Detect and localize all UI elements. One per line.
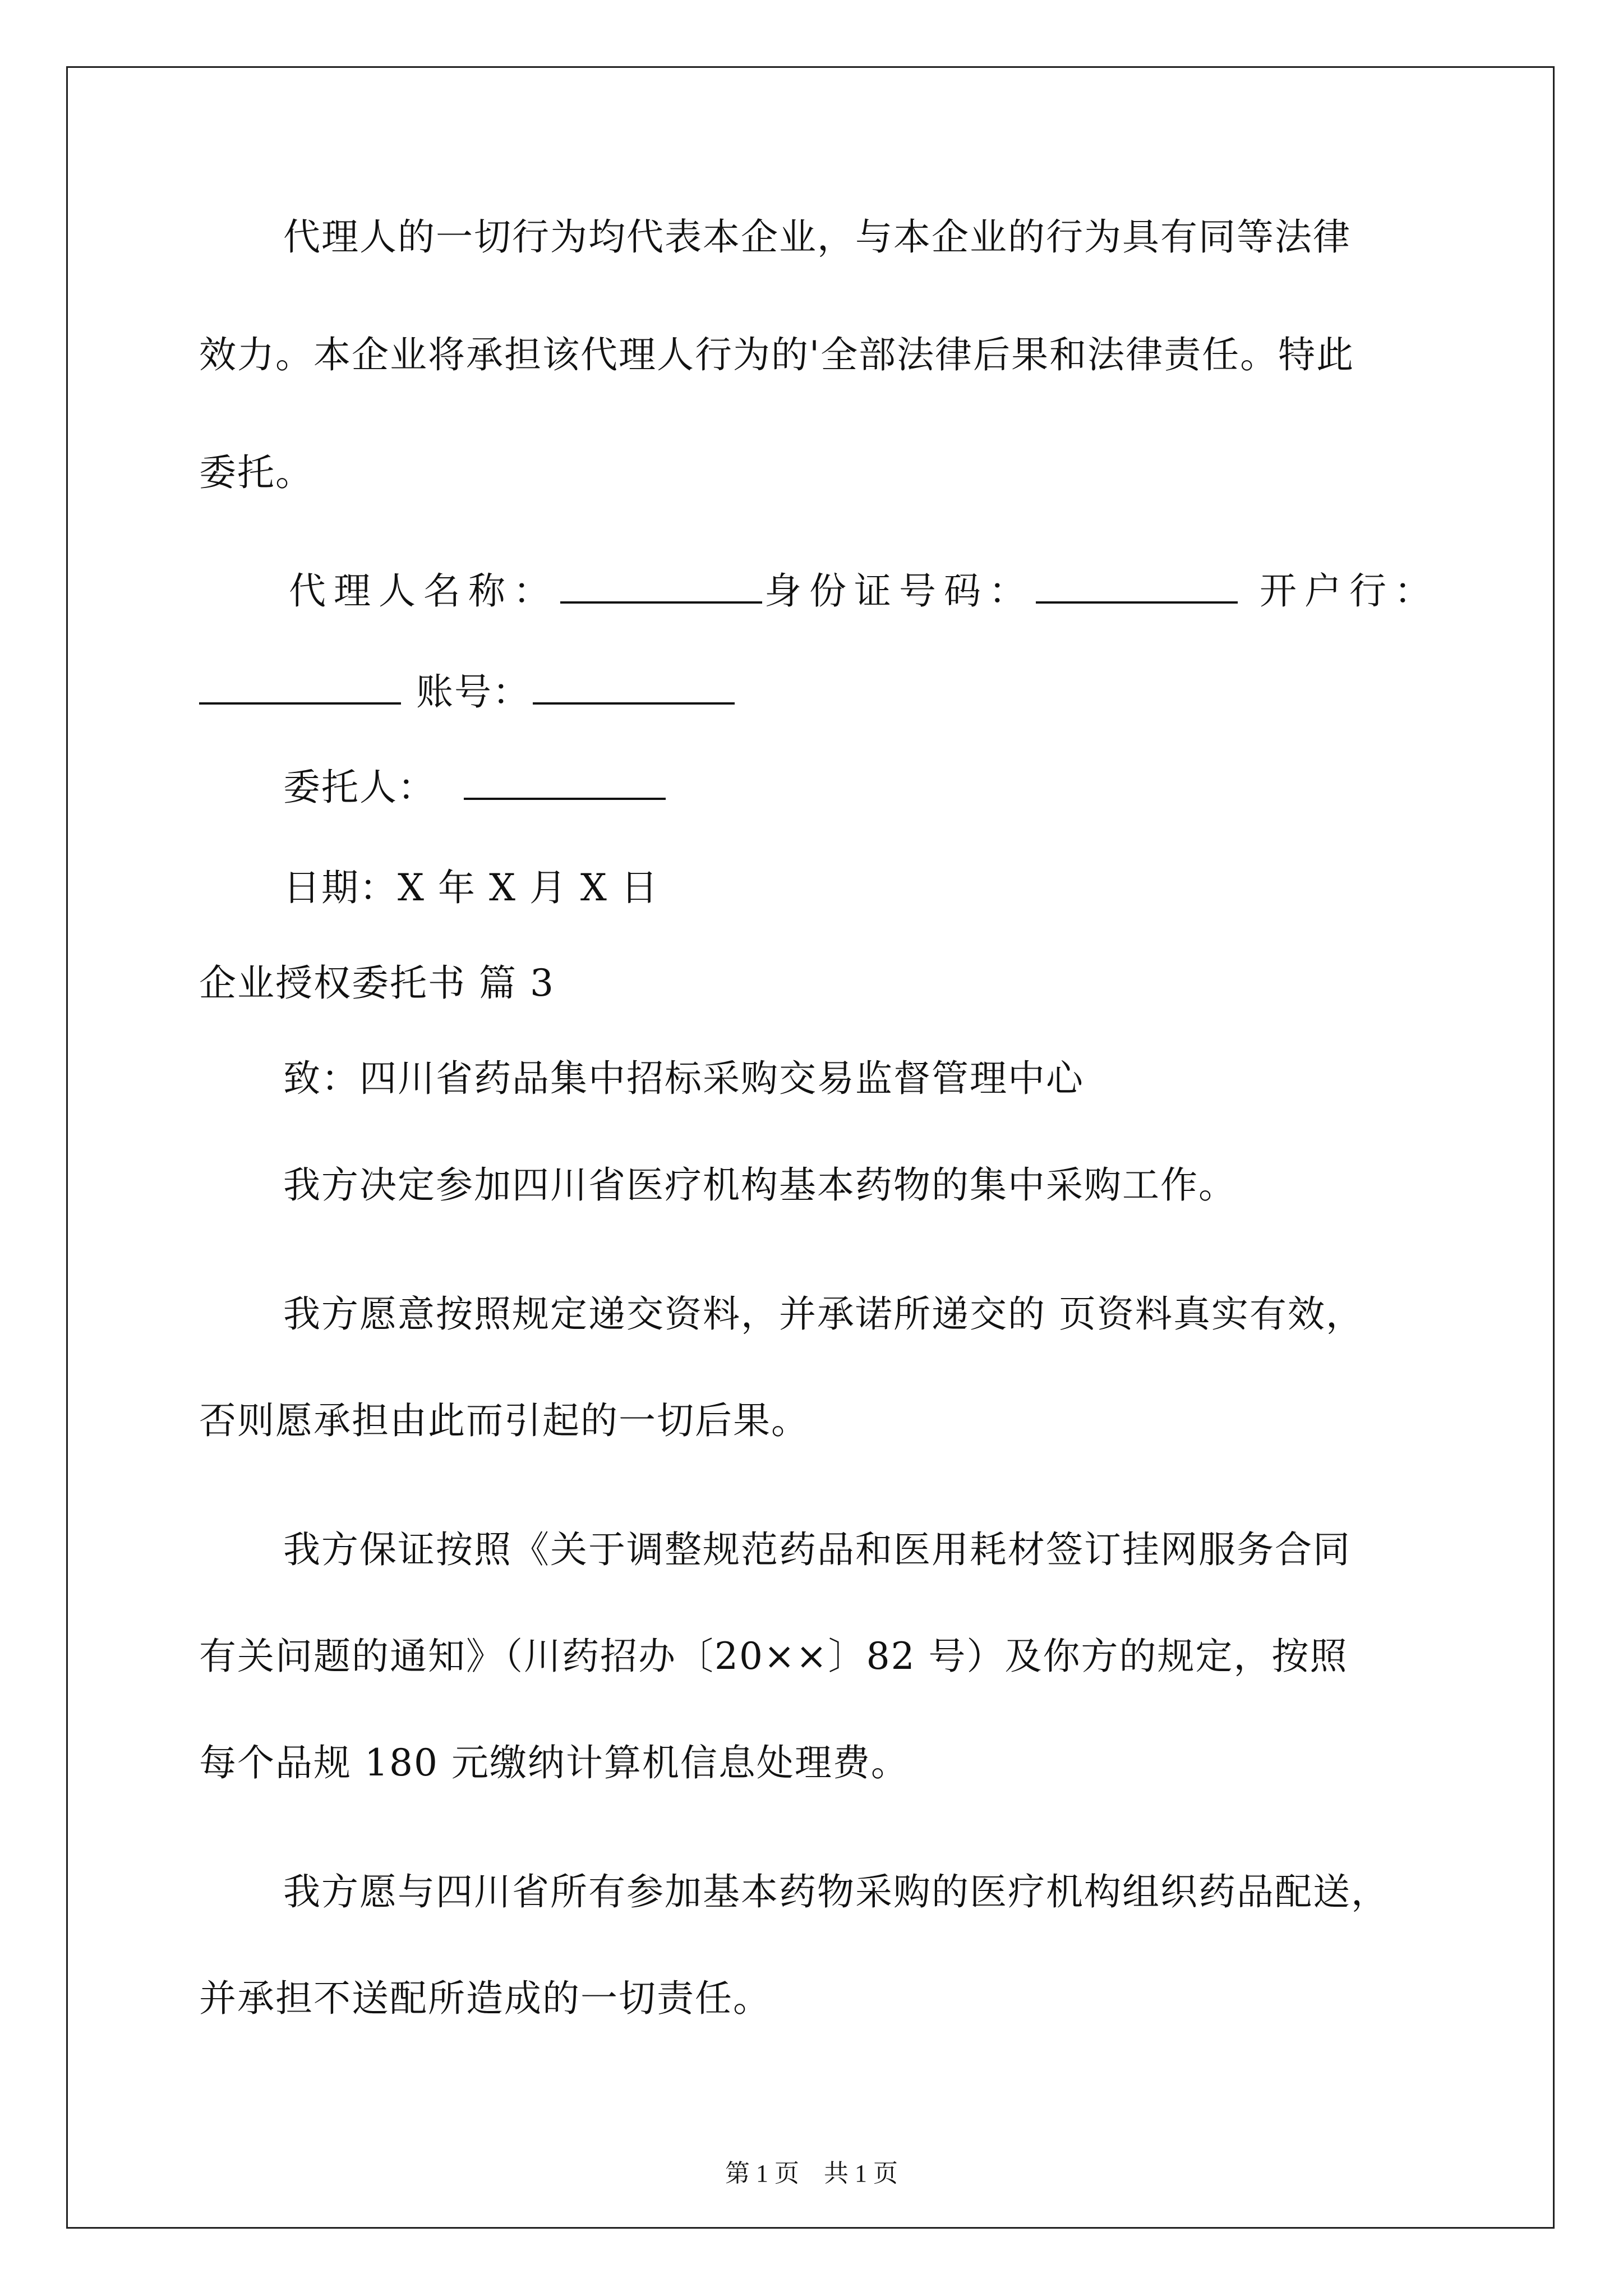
agent-info-line [289, 569, 1439, 613]
section-heading: 企业授权委托书 篇 3 [199, 961, 555, 1005]
account-label: 账号： [416, 670, 531, 714]
id-number-blank [1036, 572, 1238, 604]
paragraph-1-line-3: 委托。 [199, 451, 313, 494]
paragraph-1-line-1: 代理人的一切行为均代表本企业，与本企业的行为具有同等法律 [283, 215, 1351, 259]
principal-label: 委托人： [283, 766, 436, 809]
paragraph-3-line-2: 否则愿承担由此而引起的一切后果。 [199, 1399, 809, 1442]
paragraph-5-line-2: 并承担不送配所造成的一切责任。 [199, 1977, 771, 2020]
paragraph-4-line-1: 我方保证按照《关于调整规范药品和医用耗材签订挂网服务合同 [283, 1528, 1351, 1571]
to-line: 致：四川省药品集中招标采购交易监督管理中心 [283, 1057, 1084, 1100]
page-footer: 第 1 页 共 1 页 [725, 2160, 898, 2187]
agent-name-label: 代理人名称： [289, 569, 558, 613]
account-line [199, 670, 737, 714]
principal-blank [464, 769, 666, 800]
principal-line [283, 766, 668, 809]
paragraph-4-line-3: 每个品规 180 元缴纳计算机信息处理费。 [199, 1741, 909, 1784]
paragraph-1-line-2: 效力。本企业将承担该代理人行为的'全部法律后果和法律责任。特此 [199, 333, 1355, 376]
date-line: 日期：X 年 X 月 X 日 [283, 866, 659, 909]
account-blank [533, 673, 735, 705]
agent-name-blank [560, 572, 762, 604]
paragraph-5-line-1: 我方愿与四川省所有参加基本药物采购的医疗机构组织药品配送， [283, 1870, 1389, 1913]
paragraph-4-line-2: 有关问题的通知》（川药招办〔20××〕82 号）及你方的规定，按照 [199, 1635, 1348, 1678]
paragraph-3-line-1: 我方愿意按照规定递交资料，并承诺所递交的 页资料真实有效， [283, 1292, 1364, 1336]
paragraph-2: 我方决定参加四川省医疗机构基本药物的集中采购工作。 [283, 1163, 1237, 1207]
id-number-label: 身份证号码： [764, 569, 1034, 613]
bank-blank [199, 673, 401, 705]
bank-label: 开户行： [1259, 569, 1439, 613]
